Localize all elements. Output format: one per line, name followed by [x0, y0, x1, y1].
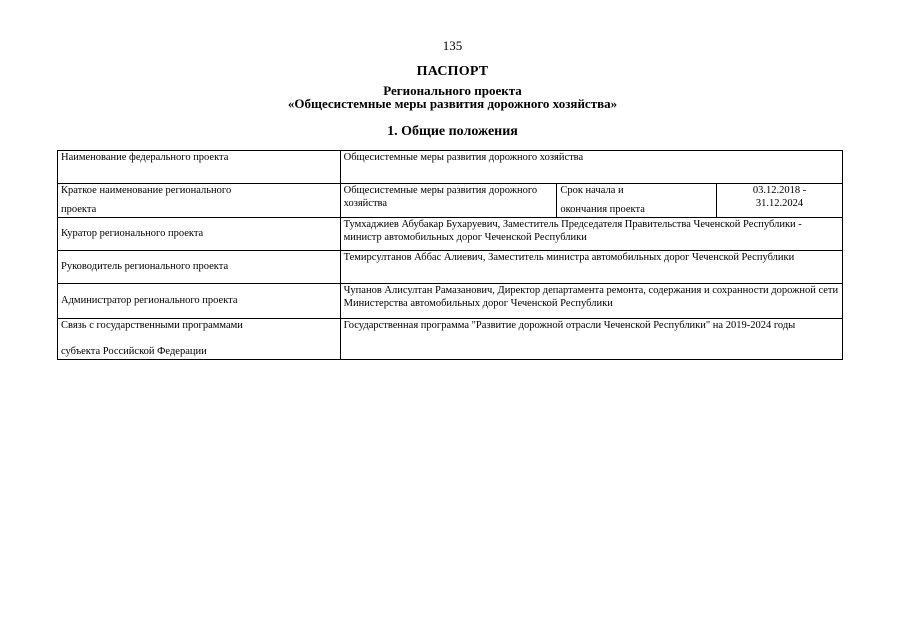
curator-value: Тумхаджиев Абубакар Бухаруевич, Заместитель Председателя Правительства Чеченской Республики - министр автомобильных дорог Чеченской Республики	[340, 218, 842, 251]
table-row-leader	[58, 251, 843, 284]
table-row-federal-project	[58, 151, 843, 184]
curator-label: Куратор регионального проекта	[58, 218, 341, 251]
short-name-label-cell	[58, 184, 341, 218]
term-start-date: 03.12.2018 -	[752, 185, 807, 196]
federal-project-value: Общесистемные меры развития дорожного хозяйства	[340, 151, 842, 184]
leader-value: Темирсултанов Аббас Алиевич, Заместитель министра автомобильных дорог Чеченской Республики	[340, 251, 842, 284]
programs-label-cell	[58, 319, 341, 360]
short-name-label-line-2: проекта	[61, 203, 97, 215]
table-row-administrator	[58, 284, 843, 319]
term-label-cell	[557, 184, 717, 218]
subtitle-line-1: Регионального проекта	[383, 83, 522, 98]
document-title: ПАСПОРТ	[416, 64, 489, 79]
admin-label: Администратор регионального проекта	[58, 284, 341, 319]
short-name-label-line-1: Краткое наименование регионального	[61, 185, 232, 196]
table-row-short-name	[58, 184, 843, 218]
leader-label: Руководитель регионального проекта	[58, 251, 341, 284]
term-end-date: 31.12.2024	[755, 197, 804, 209]
programs-label-line-1: Связь с государственными программами	[61, 320, 243, 331]
term-value-cell	[717, 184, 843, 218]
document-subtitle	[0, 84, 905, 110]
table-row-curator	[58, 218, 843, 251]
admin-value: Чупанов Алисултан Рамазанович, Директор департамента ремонта, содержания и сохранности дорожной сети Министерства автомобильных дорог Чеченской Республики	[340, 284, 842, 319]
term-label-line-1: Срок начала и	[560, 185, 624, 196]
federal-project-label: Наименование федерального проекта	[58, 151, 341, 184]
page-number: 135	[442, 38, 463, 53]
short-name-value: Общесистемные меры развития дорожного хозяйства	[340, 184, 557, 218]
section-heading: 1. Общие положения	[387, 124, 518, 139]
programs-label-line-2: субъекта Российской Федерации	[61, 345, 207, 357]
term-label-line-2: окончания проекта	[560, 203, 645, 215]
subtitle-line-2: «Общесистемные меры развития дорожного хозяйства»	[287, 96, 618, 111]
programs-value: Государственная программа "Развитие дорожной отрасли Чеченской Республики" на 2019-2024 годы	[340, 319, 842, 360]
table-row-programs	[58, 319, 843, 360]
passport-table	[57, 150, 843, 360]
